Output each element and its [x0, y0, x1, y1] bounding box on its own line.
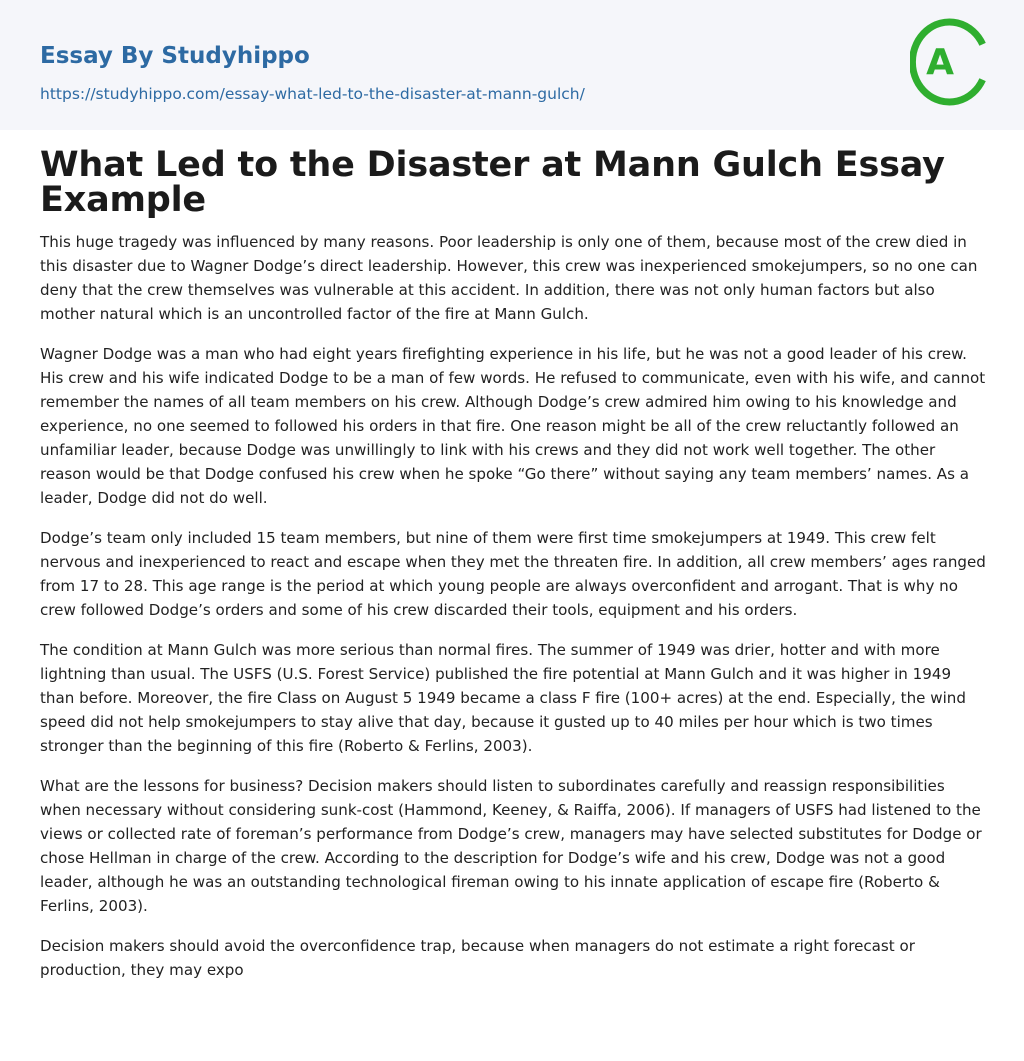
source-url-link[interactable]: https://studyhippo.com/essay-what-led-to-the-disaster-at-mann-gulch/ — [40, 85, 585, 103]
studyhippo-logo-icon[interactable] — [910, 18, 990, 106]
site-title[interactable]: Essay By Studyhippo — [40, 43, 310, 69]
essay-paragraph: The condition at Mann Gulch was more serious than normal fires. The summer of 1949 was drier, hotter and with more lightning than usual. The USFS (U.S. Forest Service) published the fire potential at Mann Gulch and it was higher in 1949 than before. Moreover, the fire Class on August 5 1949 became a class F fire (100+ acres) at the end. Especially, the wind speed did not help smokejumpers to stay alive that day, because it gusted up to 40 miles per hour which is two times stronger than the beginning of this fire (Roberto & Ferlins, 2003). — [40, 641, 966, 755]
page-title: What Led to the Disaster at Mann Gulch Essay Example — [40, 145, 945, 220]
article — [40, 145, 986, 998]
essay-paragraph: Decision makers should avoid the overconfidence trap, because when managers do not estimate a right forecast or production, they may expo — [40, 937, 915, 979]
essay-paragraph: Dodge’s team only included 15 team members, but nine of them were first time smokejumpers at 1949. This crew felt nervous and inexperienced to react and escape when they met the threaten fire. In addition, all crew members’ ages ranged from 17 to 28. This age range is the period at which young people are always overconfident and arrogant. That is why no crew followed Dodge’s orders and some of his crew discarded their tools, equipment and his orders. — [40, 529, 986, 619]
essay-paragraph: What are the lessons for business? Decision makers should listen to subordinates carefully and reassign responsibilities when necessary without considering sunk-cost (Hammond, Keeney, & Raiffa, 2006). If managers of USFS had listened to the views or collected rate of foreman’s performance from Dodge’s crew, managers may have selected substitutes for Dodge or chose Hellman in charge of the crew. According to the description for Dodge’s wife and his crew, Dodge was not a good leader, although he was an outstanding technological fireman owing to his innate application of escape fire (Roberto & Ferlins, 2003). — [40, 777, 982, 915]
essay-paragraph: Wagner Dodge was a man who had eight years firefighting experience in his life, but he was not a good leader of his crew. His crew and his wife indicated Dodge to be a man of few words. He refused to communicate, even with his wife, and cannot remember the names of all team members on his crew. Although Dodge’s crew admired him owing to his knowledge and experience, no one seemed to followed his orders in that fire. One reason might be all of the crew reluctantly followed an unfamiliar leader, because Dodge was unwillingly to link with his crews and they did not work well together. The other reason would be that Dodge confused his crew when he spoke “Go there” without saying any team members’ names. As a leader, Dodge did not do well. — [40, 345, 986, 507]
logo-letter: A — [926, 42, 954, 83]
essay-paragraph: This huge tragedy was influenced by many reasons. Poor leadership is only one of them, because most of the crew died in this disaster due to Wagner Dodge’s direct leadership. However, this crew was inexperienced smokejumpers, so no one can deny that the crew themselves was vulnerable at this accident. In addition, there was not only human factors but also mother natural which is an uncontrolled factor of the fire at Mann Gulch. — [40, 233, 978, 323]
site-header — [0, 0, 1024, 130]
